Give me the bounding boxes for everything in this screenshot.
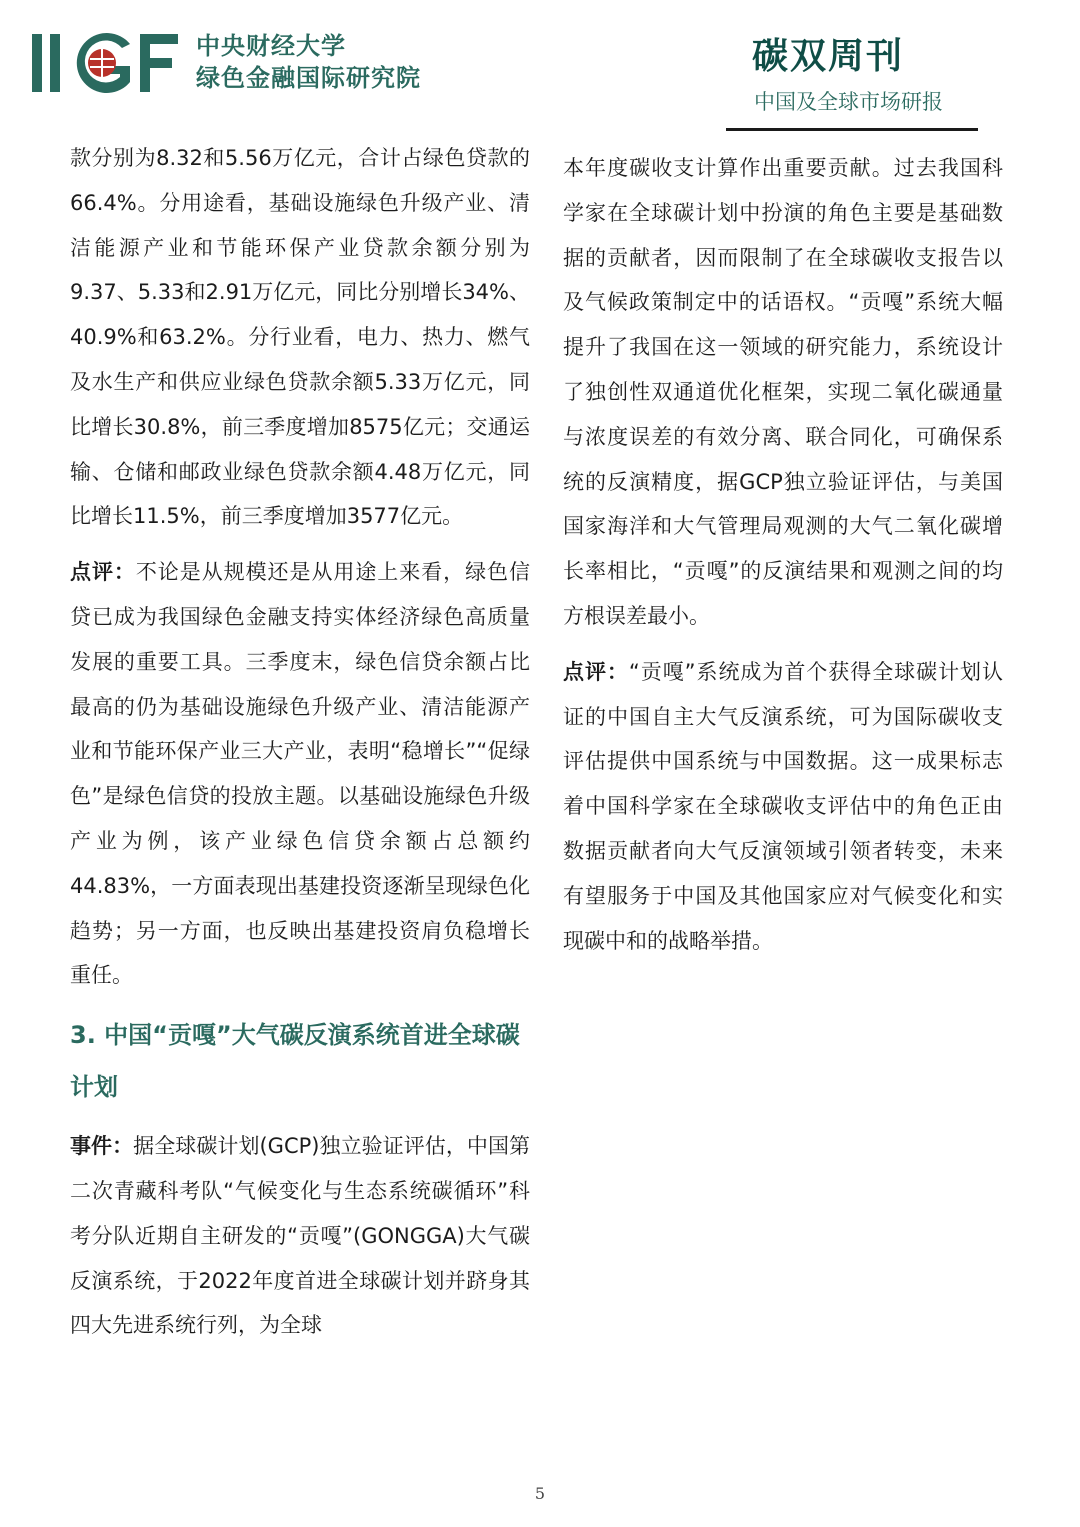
page-header (0, 0, 1080, 135)
comment-text: 不论是从规模还是从用途上来看，绿色信贷已成为我国绿色金融支持实体经济绿色高质量发展的重要工具。三季度末，绿色信贷余额占比最高的仍为基础设施绿色升级产业、清洁能源产业和节能环保产业三大产业，表明“稳增长”“促绿色”是绿色信贷的投放主题。以基础设施绿色升级产业为例，该产业绿色信贷余额占总额约44.83%，一方面表现出基建投资逐渐呈现绿色化趋势；另一方面，也反映出基建投资肩负稳增长重任。 (70, 560, 531, 988)
comment-label: 点评： (563, 659, 629, 684)
institution-name (196, 30, 421, 94)
institution-line1: 中央财经大学 (196, 32, 346, 60)
header-rule (726, 128, 978, 131)
right-paragraph-2 (563, 650, 1003, 964)
comment-label: 点评： (70, 560, 136, 585)
section-heading: 3. 中国“贡嘎”大气碳反演系统首进全球碳计划 (70, 1021, 520, 1102)
left-paragraph-2 (70, 550, 530, 998)
left-paragraph-3 (70, 1124, 530, 1348)
right-column (563, 146, 1003, 963)
event-label: 事件： (70, 1134, 134, 1159)
institution-line2: 绿色金融国际研究院 (196, 64, 421, 92)
comment-text: “贡嘎”系统成为首个获得全球碳计划认证的中国自主大气反演系统，可为国际碳收支评估提供中国系统与中国数据。这一成果标志着中国科学家在全球碳收支评估中的角色正由数据贡献者向大气反演领域引领者转变，未来有望服务于中国及其他国家应对气候变化和实现碳中和的战略举措。 (563, 659, 1003, 953)
left-column (70, 136, 530, 1348)
publication-title: 碳双周刊 (752, 36, 905, 77)
left-paragraph-1: 款分别为8.32和5.56万亿元，合计占绿色贷款的66.4%。分用途看，基础设施绿色升级产业、清洁能源产业和节能环保产业贷款余额分别为9.37、5.33和2.91万亿元，同比分别增长34%、40.9%和63.2%。分行业看，电力、热力、燃气及水生产和供应业绿色贷款余额5.33万亿元，同比增长30.8%，前三季度增加8575亿元；交通运输、仓储和邮政业绿色贷款余额4.48万亿元，同比增长11.5%，前三季度增加3577亿元。 (70, 146, 530, 529)
iigf-logo (30, 30, 182, 96)
page-number: 5 (534, 1484, 546, 1503)
event-text: 据全球碳计划(GCP)独立验证评估，中国第二次青藏科考队“气候变化与生态系统碳循环”科考分队近期自主研发的“贡嘎”(GONGGA)大气碳反演系统，于2022年度首进全球碳计划并跻身其四大先进系统行列，为全球 (70, 1134, 531, 1338)
right-paragraph-1: 本年度碳收支计算作出重要贡献。过去我国科学家在全球碳计划中扮演的角色主要是基础数据的贡献者，因而限制了在全球碳收支报告以及气候政策制定中的话语权。“贡嘎”系统大幅提升了我国在这一领域的研究能力，系统设计了独创性双通道优化框架，实现二氧化碳通量与浓度误差的有效分离、联合同化，可确保系统的反演精度，据GCP独立验证评估，与美国国家海洋和大气管理局观测的大气二氧化碳增长率相比，“贡嘎”的反演结果和观测之间的均方根误差最小。 (563, 156, 1003, 628)
publication-subtitle: 中国及全球市场研报 (754, 90, 943, 114)
